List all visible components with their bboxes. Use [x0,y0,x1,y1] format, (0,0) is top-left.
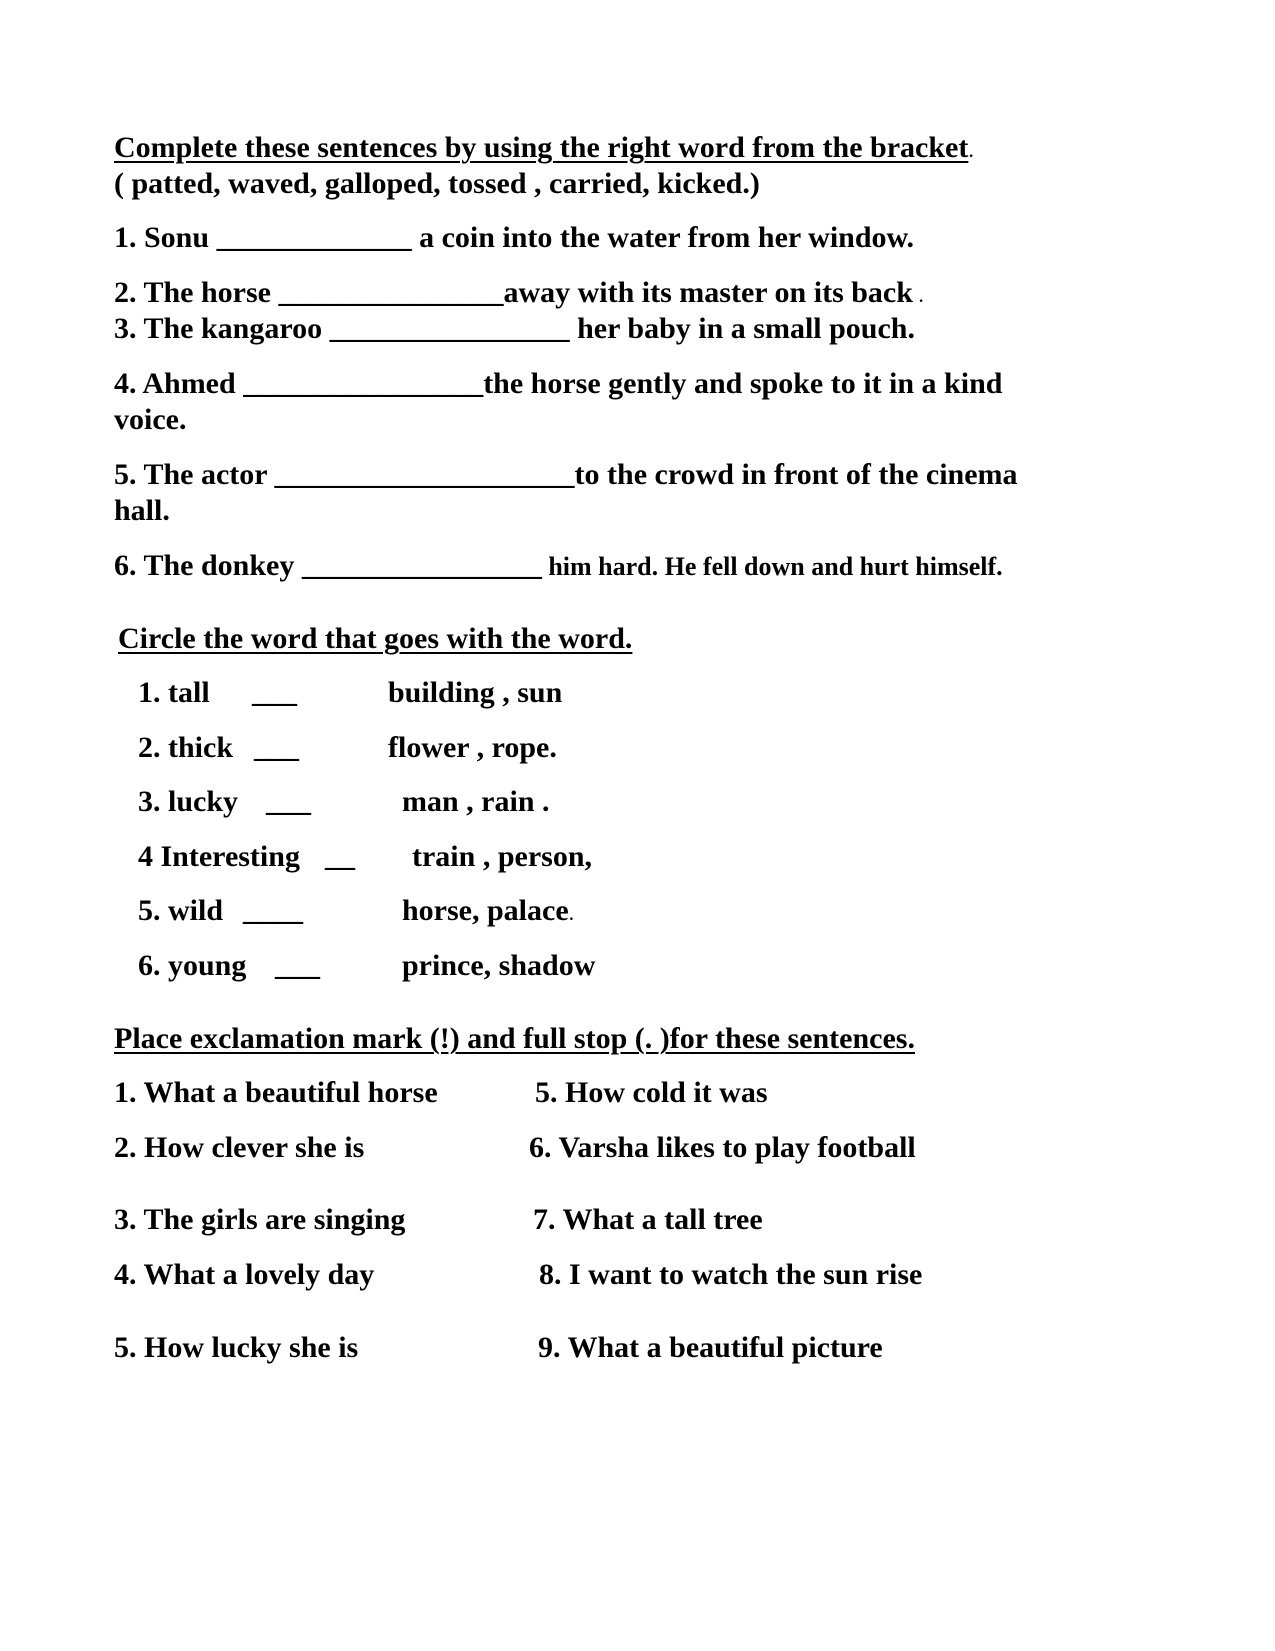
circle-options-2[interactable]: flower , rope. [388,731,557,764]
answer-blank-6[interactable]: ________________ [301,549,542,582]
word-bank: ( patted, waved, galloped, tossed , carried, kicked.) [114,167,760,200]
section2-heading: Circle the word that goes with the word. [118,622,633,655]
circle-blank-2[interactable]: ___ [254,731,299,764]
fill-item-5-cont: hall. [114,494,170,527]
answer-blank-3[interactable]: ________________ [329,312,570,345]
punct-right-5: 5. How cold it was [535,1076,768,1109]
fill-item-3: 3. The kangaroo ________________ her baby in a small pouch. [114,312,915,345]
fill-item-4-cont: voice. [114,403,187,436]
punct-right-9: 9. What a beautiful picture [538,1331,883,1364]
section1-heading-line [114,130,974,168]
circle-blank-3[interactable]: ___ [266,785,311,818]
answer-blank-1[interactable]: _____________ [216,221,412,254]
circle-options-6[interactable]: prince, shadow [402,949,596,982]
circle-word-4: 4 Interesting [138,840,300,873]
answer-blank-4[interactable]: ________________ [243,367,484,400]
punct-left-4: 4. What a lovely day [114,1258,375,1291]
answer-blank-2[interactable]: _______________ [278,276,504,309]
punct-right-7: 7. What a tall tree [533,1203,763,1236]
circle-options-5[interactable]: horse, palace. [402,894,575,927]
fill-item-2: 2. The horse _______________away with its master on its back . [114,276,924,309]
punct-left-2: 2. How clever she is [114,1131,365,1164]
section1-heading: Complete these sentences by using the right word from the bracket [114,131,969,164]
circle-word-2: 2. thick [138,731,234,764]
circle-word-3: 3. lucky [138,785,239,818]
fill-item-5: 5. The actor ____________________to the crowd in front of the cinema [114,458,1018,491]
fill-item-4: 4. Ahmed ________________the horse gently and spoke to it in a kind [114,367,1003,400]
punct-left-3: 3. The girls are singing [114,1203,406,1236]
section3-heading: Place exclamation mark (!) and full stop (. )for these sentences. [114,1022,915,1055]
punct-left-1: 1. What a beautiful horse [114,1076,438,1109]
fill-item-1: 1. Sonu _____________ a coin into the water from her window. [114,221,915,254]
circle-blank-4[interactable]: __ [325,840,355,873]
circle-blank-5[interactable]: ____ [243,894,303,927]
circle-options-1[interactable]: building , sun [388,676,563,709]
circle-options-3[interactable]: man , rain . [402,785,550,818]
circle-options-4[interactable]: train , person, [412,840,592,873]
answer-blank-5[interactable]: ____________________ [274,458,575,491]
circle-blank-1[interactable]: ___ [252,676,297,709]
fill-item-6: 6. The donkey ________________ him hard. He fell down and hurt himself. [114,549,1003,582]
section1-heading-end: . [968,137,974,162]
circle-word-6: 6. young [138,949,247,982]
punct-right-8: 8. I want to watch the sun rise [539,1258,923,1291]
punct-right-6: 6. Varsha likes to play football [529,1131,916,1164]
circle-word-1: 1. tall [138,676,210,709]
circle-blank-6[interactable]: ___ [275,949,320,982]
circle-word-5: 5. wild [138,894,224,927]
punct-left-5: 5. How lucky she is [114,1331,359,1364]
